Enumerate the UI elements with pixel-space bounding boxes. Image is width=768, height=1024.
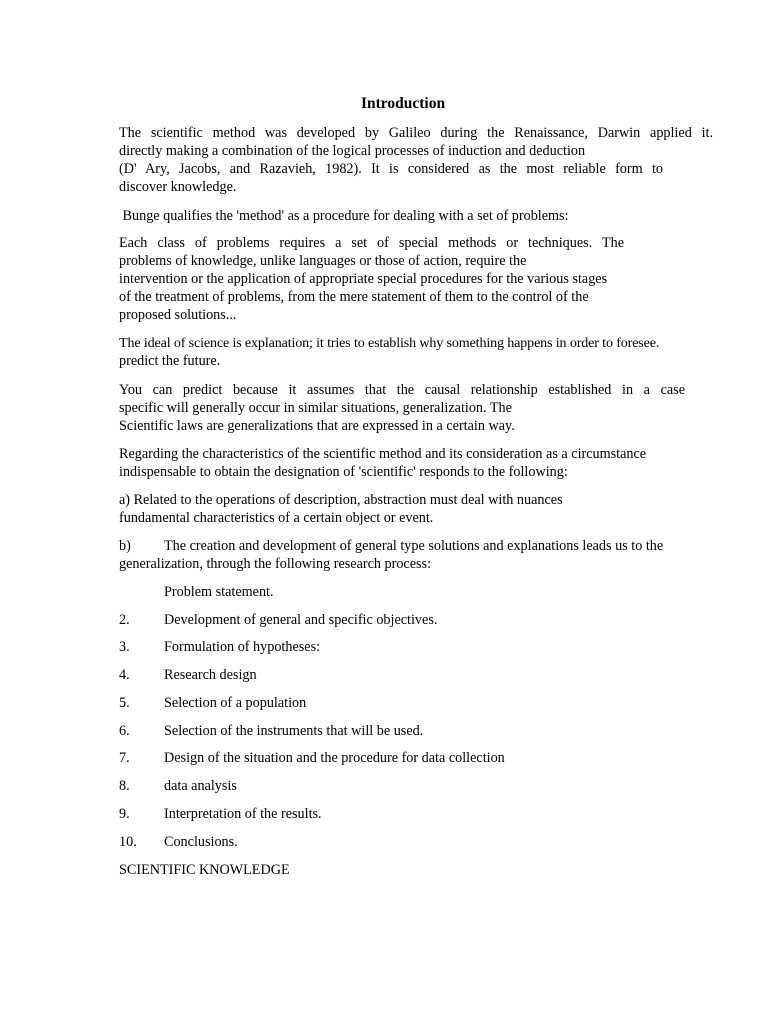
list-item-number: 6.: [119, 723, 130, 739]
paragraph-1-line-4: discover knowledge.: [119, 179, 237, 195]
paragraph-6-line-2: indispensable to obtain the designation of 'scientific' responds to the following:: [119, 464, 568, 480]
list-item: Selection of a population: [164, 695, 307, 711]
paragraph-1-line-3: (D' Ary, Jacobs, and Razavieh, 1982). It is considered as the most reliable form to: [119, 161, 663, 177]
paragraph-8-marker: b): [119, 538, 131, 554]
paragraph-3-line-4: of the treatment of problems, from the mere statement of them to the control of the: [119, 289, 589, 305]
list-item: Design of the situation and the procedure for data collection: [164, 750, 505, 766]
list-item: Selection of the instruments that will be used.: [164, 723, 424, 739]
paragraph-7-line-2: fundamental characteristics of a certain object or event.: [119, 510, 434, 526]
paragraph-8-line-1: The creation and development of general type solutions and explanations leads us to the: [164, 538, 664, 554]
list-item-number: 9.: [119, 806, 130, 822]
list-item: Research design: [164, 667, 257, 683]
paragraph-3-line-2: problems of knowledge, unlike languages or those of action, require the: [119, 253, 527, 269]
paragraph-8-line-2: generalization, through the following research process:: [119, 556, 432, 572]
paragraph-7-line-1: a) Related to the operations of description, abstraction must deal with nuances: [119, 492, 563, 508]
paragraph-4-line-1: The ideal of science is explanation; it tries to establish why something happens in order to foresee.: [119, 335, 660, 351]
section-heading: SCIENTIFIC KNOWLEDGE: [119, 862, 290, 878]
list-item: Development of general and specific objectives.: [164, 612, 438, 628]
list-item-number: 5.: [119, 695, 130, 711]
list-item: Interpretation of the results.: [164, 806, 322, 822]
paragraph-6-line-1: Regarding the characteristics of the scientific method and its consideration as a circumstance: [119, 446, 647, 462]
page-title: Introduction: [360, 95, 446, 112]
paragraph-5-line-3: Scientific laws are generalizations that are expressed in a certain way.: [119, 418, 515, 434]
list-item-number: 7.: [119, 750, 130, 766]
list-item-number: 10.: [119, 834, 137, 850]
paragraph-1-line-2: directly making a combination of the logical processes of induction and deduction: [119, 143, 586, 159]
list-item: data analysis: [164, 778, 237, 794]
paragraph-5-line-2: specific will generally occur in similar situations, generalization. The: [119, 400, 512, 416]
paragraph-4-line-2: predict the future.: [119, 353, 221, 369]
list-item-number: 8.: [119, 778, 130, 794]
paragraph-3-line-3: intervention or the application of appropriate special procedures for the various stages: [119, 271, 608, 287]
list-item-number: 2.: [119, 612, 130, 628]
text: The scientific method was developed by Galileo during the Renaissance, Darwin applied it.: [119, 125, 713, 141]
paragraph-3-line-1: Each class of problems requires a set of special methods or techniques. The: [119, 235, 624, 251]
paragraph-1-line-1: [119, 124, 713, 142]
paragraph-3-line-5: proposed solutions...: [119, 307, 237, 323]
list-item-number: 4.: [119, 667, 130, 683]
list-item: Problem statement.: [164, 584, 274, 600]
list-item: Conclusions.: [164, 834, 238, 850]
paragraph-5-line-1: You can predict because it assumes that the causal relationship established in a case: [119, 382, 685, 398]
list-item: Formulation of hypotheses:: [164, 639, 321, 655]
paragraph-2: Bunge qualifies the 'method' as a procedure for dealing with a set of problems:: [119, 208, 569, 224]
list-item-number: 3.: [119, 639, 130, 655]
